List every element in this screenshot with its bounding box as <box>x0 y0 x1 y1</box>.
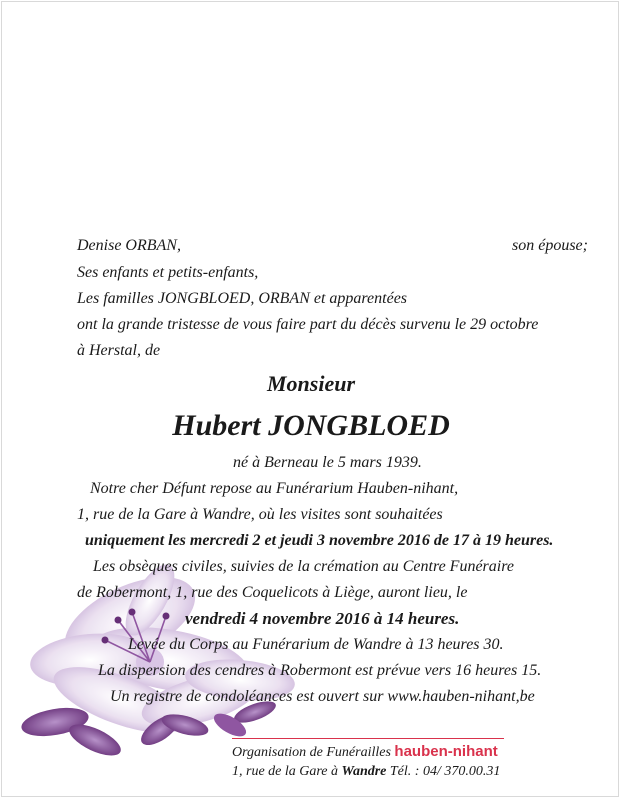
footer-divider <box>232 738 504 739</box>
footer-phone: Tél. : 04/ 370.00.31 <box>389 764 501 779</box>
brand-logo-text: hauben-nihant <box>394 743 498 760</box>
repose-line-1: Notre cher Défunt repose au Funérarium Hauben-nihant, <box>90 480 459 497</box>
birth-info: né à Berneau le 5 mars 1939. <box>233 454 422 471</box>
notice-line-announcement: ont la grande tristesse de vous faire part du décès survenu le 29 octobre <box>77 316 539 333</box>
footer-organisation <box>232 743 498 762</box>
condolences-register: Un registre de condoléances est ouvert sur www.hauben-nihant,be <box>110 688 535 705</box>
notice-line-spouse-name: Denise ORBAN, <box>77 237 181 254</box>
footer-addr-prefix: 1, rue de la Gare à <box>232 764 339 779</box>
footer-org-prefix: Organisation de Funérailles <box>232 745 391 760</box>
deceased-name: Hubert JONGBLOED <box>172 409 450 442</box>
notice-line-spouse-relation: son épouse; <box>512 237 588 254</box>
funeral-date: vendredi 4 novembre 2016 à 14 heures. <box>185 609 460 628</box>
notice-line-families: Les familles JONGBLOED, ORBAN et apparentées <box>77 290 408 307</box>
dispersion-info: La dispersion des cendres à Robermont est prévue vers 16 heures 15. <box>98 662 542 679</box>
notice-line-children: Ses enfants et petits-enfants, <box>77 264 259 281</box>
levee-info: Levée du Corps au Funérarium de Wandre à 13 heures 30. <box>128 636 504 653</box>
deceased-title: Monsieur <box>266 371 356 396</box>
visits-schedule: uniquement les mercredi 2 et jeudi 3 novembre 2016 de 17 à 19 heures. <box>85 532 554 549</box>
obseques-line-1: Les obsèques civiles, suivies de la crémation au Centre Funéraire <box>93 558 514 575</box>
footer-address <box>232 763 500 781</box>
obseques-line-2: de Robermont, 1, rue des Coquelicots à Liège, auront lieu, le <box>77 584 468 601</box>
repose-line-2: 1, rue de la Gare à Wandre, où les visites sont souhaitées <box>77 506 443 523</box>
footer-addr-city: Wandre <box>341 764 387 779</box>
notice-line-place: à Herstal, de <box>77 342 161 359</box>
